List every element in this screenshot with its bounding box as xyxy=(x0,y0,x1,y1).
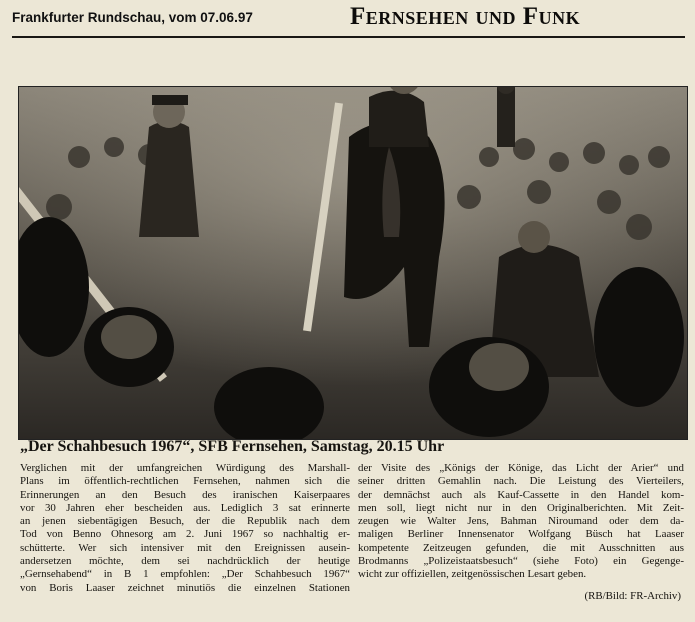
press-photo xyxy=(18,86,688,440)
text-line: Plans im öffentlich-rechtlichen Fernsehen, nahmen sich die xyxy=(20,475,350,488)
text-line: Brodmanns „Polizeistaatsbesuch“ (siehe Foto) ein Gegenge- xyxy=(358,555,684,568)
text-line: seiner dritten Gemahlin nach. Die Leistung des Vierteilers, xyxy=(358,475,684,488)
text-line: wicht zur offiziellen, zeitgenössischen Lesart geben. xyxy=(358,568,587,581)
text-line: an jenen siebentägigen Besuch, der die Republik nach dem xyxy=(20,515,350,528)
text-line: vor 30 Jahren eher bescheiden aus. Lediglich 3 sat erinnerte xyxy=(20,501,350,514)
text-line: maligen Berliner Innensenator Wolfgang Büsch hat Laaser xyxy=(358,528,684,541)
text-line: andersetzen möchte, dem sei nachdrücklich der heutige xyxy=(20,555,350,568)
text-line: Tod von Benno Ohnesorg am 2. Juni 1967 so nachhaltig er- xyxy=(20,528,350,541)
article-headline: „Der Schahbesuch 1967“, SFB Fernsehen, Samstag, 20.15 Uhr xyxy=(20,438,445,455)
header-rule xyxy=(12,36,685,38)
text-line: kompetente Zeitzeugen gefunden, die mit Ausschnitten aus xyxy=(358,541,684,554)
crowd-scene-image xyxy=(19,87,687,439)
newspaper-source: Frankfurter Rundschau, vom 07.06.97 xyxy=(12,10,253,25)
photo-credit: (RB/Bild: FR-Archiv) xyxy=(584,590,681,602)
text-line: der Visite des „Königs der Könige, das Licht der Arier“ und xyxy=(358,462,684,474)
section-title: Fernsehen und Funk xyxy=(350,3,581,30)
article-column-2 xyxy=(358,462,684,582)
text-line: men soll, liegt nicht nur in den Originalberichten. Mit Zeit- xyxy=(358,501,684,514)
text-line: Erinnerungen an den Besuch des iranischen Kaiserpaares xyxy=(20,488,350,501)
text-line: schütterte. Wer sich intensiver mit den Ereignissen ausein- xyxy=(20,541,350,554)
text-line: von Boris Laaser zeichnet minutiös die einzelnen Stationen xyxy=(20,581,350,594)
text-line: Verglichen mit der umfangreichen Würdigung des Marshall- xyxy=(20,462,350,474)
text-line: zeugen wie Walter Jens, Bahman Niroumand oder dem da- xyxy=(358,515,684,528)
article-column-1 xyxy=(20,462,350,595)
text-line: der demnächst auch als Kauf-Cassette in den Handel kom- xyxy=(358,488,684,501)
text-line: „Gernsehabend“ in B 1 empfohlen: „Der Schahbesuch 1967“ xyxy=(20,568,350,581)
